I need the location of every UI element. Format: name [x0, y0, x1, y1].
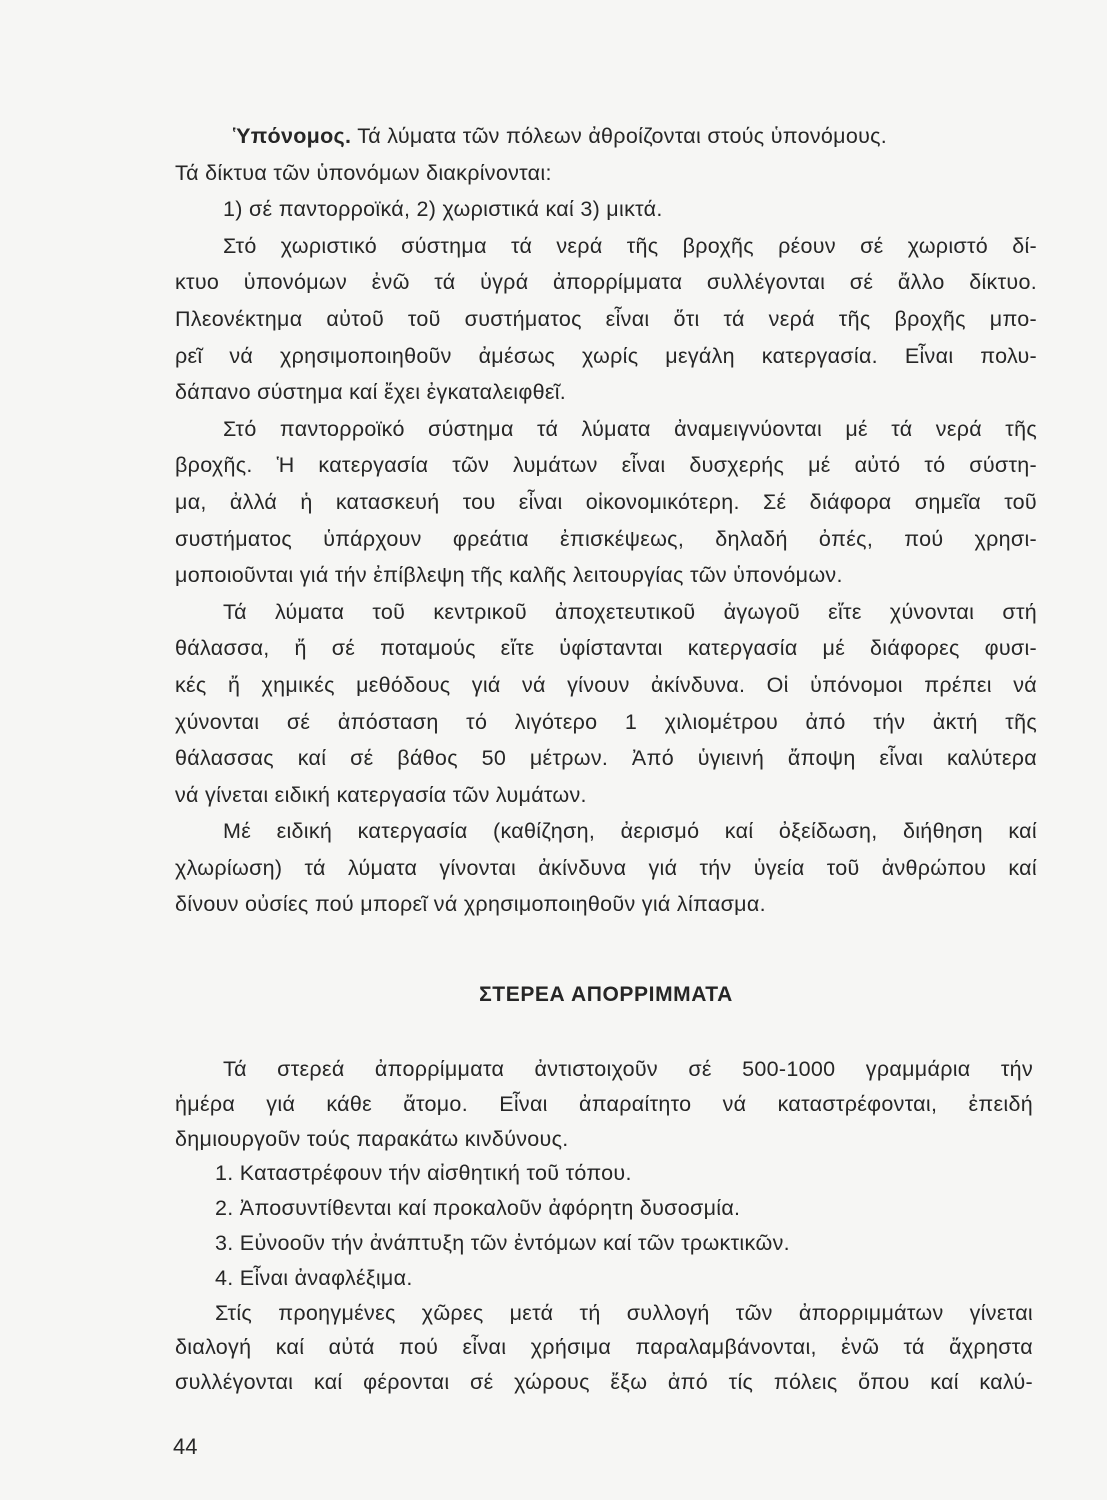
list-item: 2. Ἀποσυντίθενται καί προκαλοῦν ἀφόρητη δυσοσμία. — [215, 1196, 741, 1221]
paragraph-line: βροχῆς. Ἡ κατεργασία τῶν λυμάτων εἶναι δυσχερής μέ αὐτό τό σύστη- — [175, 453, 1037, 478]
list-item: 3. Εὐνοοῦν τήν ἀνάπτυξη τῶν ἐντόμων καί τῶν τρωκτικῶν. — [215, 1230, 790, 1255]
page-number: 44 — [173, 1434, 198, 1459]
paragraph-line: Τά στερεά ἀπορρίμματα ἀντιστοιχοῦν σέ 500-1000 γραμμάρια τήν — [223, 1057, 1033, 1081]
paragraph-line: δημιουργοῦν τούς παρακάτω κινδύνους. — [175, 1126, 569, 1151]
paragraph-line: θάλασσας καί σέ βάθος 50 μέτρων. Ἀπό ὑγιεινή ἄποψη εἶναι καλύτερα — [175, 746, 1037, 771]
paragraph-line: ρεῖ νά χρησιμοποιηθοῦν ἀμέσως χωρίς μεγάλη κατεργασία. Εἶναι πολυ- — [175, 343, 1037, 368]
paragraph-line: δάπανο σύστημα καί ἔχει ἐγκαταλειφθεῖ. — [175, 380, 567, 405]
paragraph-line: συστήματος ὑπάρχουν φρεάτια ἐπισκέψεως, δηλαδή ὀπές, πού χρησι- — [175, 526, 1037, 551]
paragraph-line: Τά λύματα τοῦ κεντρικοῦ ἀποχετευτικοῦ ἀγωγοῦ εἴτε χύνονται στή — [223, 599, 1037, 624]
paragraph-line: Πλεονέκτημα αὐτοῦ τοῦ συστήματος εἶναι ὅτι τά νερά τῆς βροχῆς μπο- — [175, 306, 1037, 331]
section-solid-waste — [175, 1052, 1033, 1400]
paragraph-line: κές ἤ χημικές μεθόδους γιά νά γίνουν ἀκίνδυνα. Οἱ ὑπόνομοι πρέπει νά — [175, 672, 1037, 697]
paragraph-line: μοποιοῦνται γιά τήν ἐπίβλεψη τῆς καλῆς λειτουργίας τῶν ὑπονόμων. — [175, 563, 843, 588]
paragraph-line: Τά δίκτυα τῶν ὑπονόμων διακρίνονται: — [175, 160, 552, 185]
paragraph-line: κτυο ὑπονόμων ἐνῶ τά ὑγρά ἀπορρίμματα συλλέγονται σέ ἄλλο δίκτυο. — [175, 270, 1037, 295]
list-item: 1. Καταστρέφουν τήν αἰσθητική τοῦ τόπου. — [215, 1161, 632, 1186]
list-item: 4. Εἶναι ἀναφλέξιμα. — [215, 1265, 413, 1290]
paragraph-line: χύνονται σέ ἀπόσταση τό λιγότερο 1 χιλιομέτρου ἀπό τήν ἀκτή τῆς — [175, 709, 1037, 734]
paragraph-line: ἡμέρα γιά κάθε ἄτομο. Εἶναι ἀπαραίτητο νά καταστρέφονται, ἐπειδή — [175, 1091, 1033, 1116]
section-sewers — [175, 118, 1037, 923]
paragraph-line: μα, ἀλλά ἡ κατασκευή του εἶναι οἰκονομικότερη. Σέ διάφορα σημεῖα τοῦ — [175, 489, 1037, 514]
paragraph-line: Στό παντορροϊκό σύστημα τά λύματα ἀναμειγνύονται μέ τά νερά τῆς — [223, 416, 1037, 441]
paragraph-line: συλλέγονται καί φέρονται σέ χώρους ἔξω ἀπό τίς πόλεις ὅπου καί καλύ- — [175, 1370, 1033, 1395]
paragraph-line: 1) σέ παντορροϊκά, 2) χωριστικά καί 3) μικτά. — [223, 197, 663, 222]
paragraph-line: Ὑπόνομος. Τά λύματα τῶν πόλεων ἀθροίζονται στούς ὑπονόμους. — [233, 124, 888, 148]
paragraph-line: διαλογή καί αὐτά πού εἶναι χρήσιμα παραλαμβάνονται, ἐνῶ τά ἄχρηστα — [175, 1335, 1033, 1360]
paragraph-line: θάλασσα, ἤ σέ ποταμούς εἴτε ὑφίστανται κατεργασία μέ διάφορες φυσι- — [175, 636, 1037, 661]
paragraph-line: νά γίνεται ειδική κατεργασία τῶν λυμάτων. — [175, 782, 587, 807]
paragraph-line: Μέ ειδική κατεργασία (καθίζηση, ἀερισμό καί ὀξείδωση, διήθηση καί — [223, 819, 1037, 844]
paragraph-line: Στίς προηγμένες χῶρες μετά τή συλλογή τῶν ἀπορριμμάτων γίνεται — [215, 1300, 1033, 1325]
section-heading: ΣΤΕΡΕΑ ΑΠΟΡΡΙΜΜΑΤΑ — [479, 983, 733, 1006]
paragraph-line: δίνουν οὐσίες πού μπορεῖ νά χρησιμοποιηθοῦν γιά λίπασμα. — [175, 892, 766, 917]
paragraph-line: Στό χωριστικό σύστημα τά νερά τῆς βροχῆς ρέουν σέ χωριστό δί- — [223, 233, 1037, 258]
paragraph-line: χλωρίωση) τά λύματα γίνονται ἀκίνδυνα γιά τήν ὑγεία τοῦ ἀνθρώπου καί — [175, 855, 1037, 880]
lead-term: Ὑπόνομος. — [233, 124, 352, 148]
